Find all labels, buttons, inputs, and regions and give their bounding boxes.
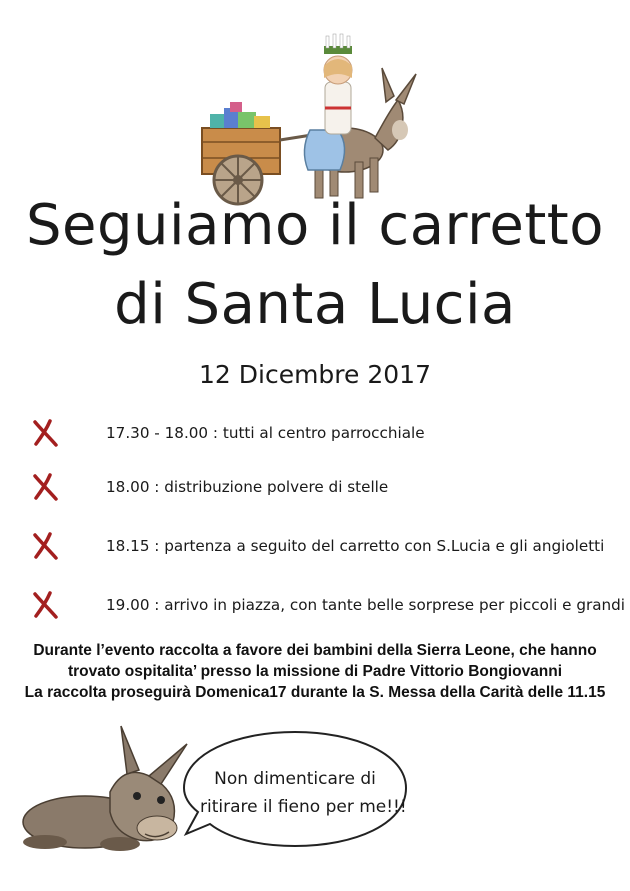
schedule-item	[30, 590, 626, 624]
notice-line: trovato ospitalita’ presso la missione di Padre Vittorio Bongiovanni	[67, 663, 563, 680]
speech-line: Non dimenticare di	[214, 769, 376, 789]
poster-title-line2: di Santa Lucia	[114, 272, 516, 337]
speech-bubble-text	[200, 765, 407, 821]
cross-icon	[30, 590, 60, 620]
lying-donkey-illustration	[15, 722, 200, 862]
schedule-item	[30, 531, 620, 565]
speech-line: ritirare il fieno per me!!!	[200, 797, 407, 817]
cart	[202, 102, 318, 204]
event-date: 12 Dicembre 2017	[199, 360, 431, 389]
cross-icon	[30, 418, 60, 448]
poster-title-line1: Seguiamo il carretto	[25, 193, 604, 258]
notice-line: Durante l’evento raccolta a favore dei bambini della Sierra Leone, che hanno	[33, 642, 597, 659]
schedule-item-text: 17.30 - 18.00 : tutti al centro parrocchiale	[106, 424, 425, 442]
schedule-item	[30, 472, 620, 506]
schedule-item-text: 18.15 : partenza a seguito del carretto con S.Lucia e gli angioletti	[106, 537, 605, 555]
santa-lucia-cart-illustration	[190, 30, 430, 210]
notice-line: La raccolta proseguirà Domenica17 durante la S. Messa della Carità delle 11.15	[24, 684, 606, 701]
schedule-item-text: 19.00 : arrivo in piazza, con tante belle sorprese per piccoli e grandi	[106, 596, 626, 614]
cross-icon	[30, 472, 60, 502]
schedule-item-text: 18.00 : distribuzione polvere di stelle	[106, 478, 389, 496]
cross-icon	[30, 531, 60, 561]
charity-notice	[0, 640, 630, 703]
schedule-item	[30, 418, 620, 452]
santa-lucia-figure	[304, 34, 352, 170]
